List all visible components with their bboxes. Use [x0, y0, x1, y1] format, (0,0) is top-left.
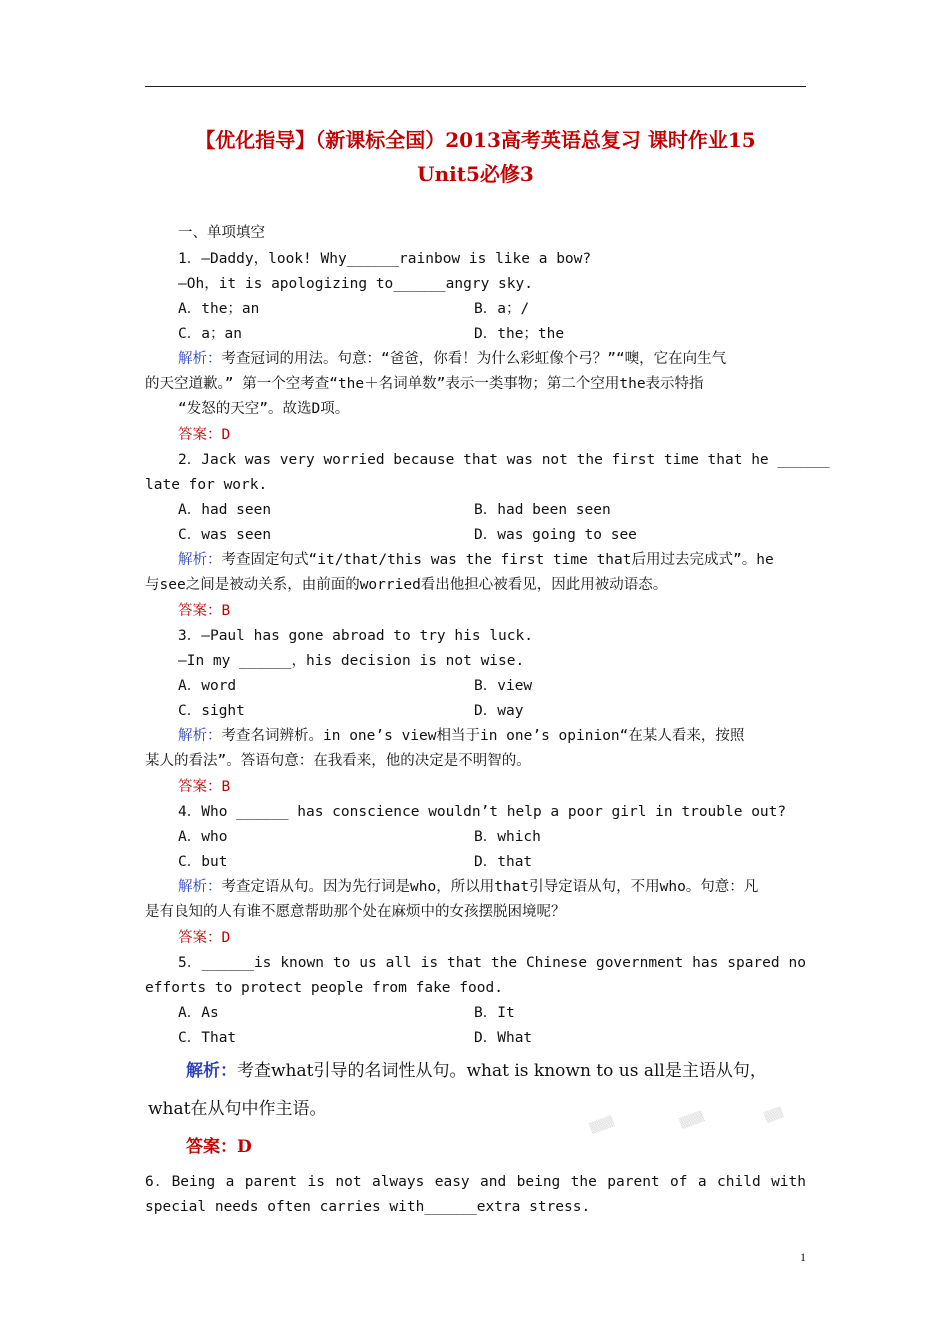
- explanation-label: 解析：: [186, 1061, 237, 1081]
- option: B．which: [474, 829, 541, 845]
- answer-label: 答案：: [178, 930, 222, 946]
- explanation-text: 是有良知的人有谁不愿意帮助那个处在麻烦中的女孩摆脱困境呢？: [145, 904, 566, 920]
- option: A．the；an: [178, 301, 260, 317]
- question-stem: 4．Who ______ has conscience wouldn’t help a poor girl in trouble out?: [178, 804, 787, 820]
- explanation-text: 的天空道歉。” 第一个空考查“the＋名词单数”表示一类事物；第二个空用the表示特指: [145, 376, 704, 392]
- explanation-text: 考查名词辨析。in one’s view相当于in one’s opinion“在某人看来，按照: [221, 728, 745, 744]
- option: C．sight: [178, 703, 245, 719]
- answer-value: D: [221, 427, 231, 443]
- option: C．was seen: [178, 527, 272, 543]
- watermark-mark: ▒▒▒▒: [678, 1111, 706, 1130]
- question-stem: 1．—Daddy，look! Why______rainbow is like a bow?: [178, 251, 592, 267]
- option: A．had seen: [178, 502, 272, 518]
- explanation-text: 与see之间是被动关系，由前面的worried看出他担心被看见，因此用被动语态。: [145, 577, 668, 593]
- explanation-label: 解析：: [178, 351, 222, 367]
- option: A．who: [178, 829, 228, 845]
- option: D．the；the: [474, 326, 565, 342]
- option: A．word: [178, 678, 237, 694]
- explanation-label: 解析：: [178, 552, 222, 568]
- answer-value: B: [221, 603, 231, 619]
- explanation-text: 考查what引导的名词性从句。what is known to us all是主语从句，: [237, 1061, 767, 1081]
- answer-label: 答案：: [178, 603, 222, 619]
- watermark-mark: ▒▒▒: [763, 1107, 785, 1124]
- question-stem: 2．Jack was very worried because that was not the first time that he ______: [178, 452, 830, 468]
- answer-value: D: [237, 1137, 252, 1157]
- page-title-line2: Unit5必修3: [417, 162, 534, 186]
- option: B．a；/: [474, 301, 530, 317]
- option: D．that: [474, 854, 533, 870]
- explanation-text: 考查定语从句。因为先行词是who，所以用that引导定语从句，不用who。句意：凡: [221, 879, 759, 895]
- option: B．had been seen: [474, 502, 611, 518]
- option: C．but: [178, 854, 228, 870]
- option: D．way: [474, 703, 524, 719]
- answer-label: 答案：: [186, 1137, 237, 1157]
- explanation-text: “发怒的天空”。故选D项。: [178, 401, 350, 417]
- page-title-line1: 【优化指导】（新课标全国）2013高考英语总复习 课时作业15: [195, 128, 756, 152]
- explanation-text: 考查固定句式“it/that/this was the first time that后用过去完成式”。he: [221, 552, 774, 568]
- question-stem: special needs often carries with______extra stress.: [145, 1199, 591, 1215]
- option: A．As: [178, 1005, 219, 1021]
- option: B．view: [474, 678, 533, 694]
- question-stem: —Oh，it is apologizing to______angry sky.: [178, 276, 533, 292]
- question-stem: 5．______is known to us all is that the Chinese government has spared no: [178, 955, 806, 971]
- header-rule: [145, 86, 806, 87]
- explanation-text: 考查冠词的用法。句意：“爸爸，你看！为什么彩虹像个弓？”“噢，它在向生气: [221, 351, 727, 367]
- answer-value: B: [221, 779, 231, 795]
- question-stem: late for work.: [145, 477, 268, 493]
- option: C．a；an: [178, 326, 242, 342]
- option: B．It: [474, 1005, 515, 1021]
- question-stem: 6．Being a parent is not always easy and being the parent of a child with: [145, 1174, 806, 1190]
- answer-value: D: [221, 930, 231, 946]
- question-stem: efforts to protect people from fake food.: [145, 980, 503, 996]
- page-number: 1: [800, 1250, 806, 1264]
- option: D．What: [474, 1030, 533, 1046]
- explanation-text: what在从句中作主语。: [148, 1099, 327, 1119]
- explanation-label: 解析：: [178, 728, 222, 744]
- question-stem: —In my ______，his decision is not wise.: [178, 653, 525, 669]
- answer-label: 答案：: [178, 779, 222, 795]
- explanation-label: 解析：: [178, 879, 222, 895]
- option: C．That: [178, 1030, 237, 1046]
- explanation-text: 某人的看法”。答语句意：在我看来，他的决定是不明智的。: [145, 753, 531, 769]
- watermark-mark: ▒▒▒▒: [588, 1116, 616, 1135]
- option: D．was going to see: [474, 527, 637, 543]
- section-heading: 一、单项填空: [178, 225, 265, 241]
- answer-label: 答案：: [178, 427, 222, 443]
- question-stem: 3．—Paul has gone abroad to try his luck.: [178, 628, 533, 644]
